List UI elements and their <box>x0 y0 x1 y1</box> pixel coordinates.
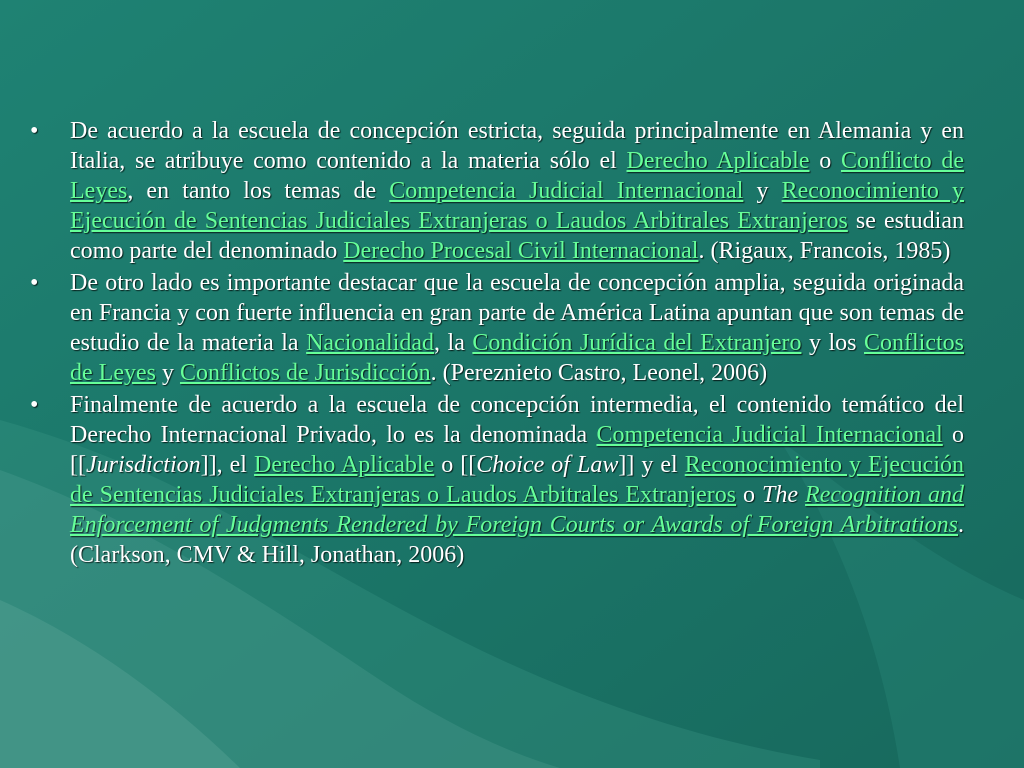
link-derecho-aplicable[interactable]: Derecho Aplicable <box>626 148 810 174</box>
bullet-text: , en tanto los temas de <box>127 178 390 204</box>
link-nacionalidad[interactable]: Nacionalidad <box>306 330 435 356</box>
citation-text: . (Rigaux, Francois, 1985) <box>698 238 951 264</box>
slide-content <box>30 116 964 572</box>
bullet-marker: • <box>30 270 39 296</box>
italic-term: Jurisdiction <box>85 452 201 478</box>
bullet-item <box>30 390 964 570</box>
link-reconocimiento-y-ejecucion[interactable]: Reconocimiento y Ejecución de Sentencias Judiciales Extranjeras o Laudos Arbitrales Extranjeros <box>70 452 964 508</box>
bullet-item <box>30 268 964 388</box>
italic-term: Choice of Law <box>476 452 619 478</box>
bullet-marker: • <box>30 392 39 418</box>
bullet-text: y <box>743 178 782 204</box>
bullet-text: o [[ <box>434 452 477 478</box>
link-conflictos-de-jurisdiccion[interactable]: Conflictos de Jurisdicción <box>179 360 431 386</box>
bullet-text: o [[ <box>70 422 965 478</box>
bullet-text: o <box>736 482 763 508</box>
italic-term: The <box>762 482 806 508</box>
citation-text: . (Pereznieto Castro, Leonel, 2006) <box>430 360 768 386</box>
link-competencia-judicial-internacional[interactable]: Competencia Judicial Internacional <box>596 422 943 448</box>
citation-text: . (Clarkson, CMV & Hill, Jonathan, 2006) <box>70 512 964 568</box>
bullet-list <box>30 116 964 570</box>
bullet-text: ]] y el <box>618 452 685 478</box>
bullet-item <box>30 116 964 266</box>
bullet-text: , la <box>434 330 473 356</box>
link-conflicto-de-leyes[interactable]: Conflicto de Leyes <box>70 148 965 204</box>
bullet-marker: • <box>30 118 39 144</box>
bullet-text: se estudian como parte del denominado <box>70 208 964 264</box>
bullet-text: Finalmente de acuerdo a la escuela de concepción intermedia, el contenido temático del Derecho Internacional Privado, lo es la denominada <box>70 392 964 448</box>
bullet-text: De otro lado es importante destacar que la escuela de concepción amplia, seguida originada en Francia y con fuerte influencia en gran parte de América Latina apuntan que son temas de estudio de la materia la <box>70 270 964 356</box>
link-reconocimiento-y-ejecucion[interactable]: Reconocimiento y Ejecución de Sentencias Judiciales Extranjeras o Laudos Arbitrales Extranjeros <box>70 178 965 234</box>
bullet-text: y <box>155 360 180 386</box>
link-condicion-juridica-del-extranjero[interactable]: Condición Jurídica del Extranjero <box>472 330 802 356</box>
link-derecho-procesal-civil-internacional[interactable]: Derecho Procesal Civil Internacional <box>343 238 699 264</box>
link-derecho-aplicable[interactable]: Derecho Aplicable <box>253 452 435 478</box>
bullet-text: o <box>809 148 841 174</box>
link-conflictos-de-leyes[interactable]: Conflictos de Leyes <box>70 330 964 386</box>
link-competencia-judicial-internacional[interactable]: Competencia Judicial Internacional <box>389 178 744 204</box>
bullet-text: y los <box>801 330 864 356</box>
bullet-text: De acuerdo a la escuela de concepción estricta, seguida principalmente en Alemania y en Italia, se atribuye como contenido a la materia sólo el <box>70 118 964 174</box>
bullet-text: ]], el <box>200 452 254 478</box>
link-recognition-and-enforcement[interactable]: Recognition and Enforcement of Judgments Rendered by Foreign Courts or Awards of Foreign Arbitrations <box>70 482 965 538</box>
